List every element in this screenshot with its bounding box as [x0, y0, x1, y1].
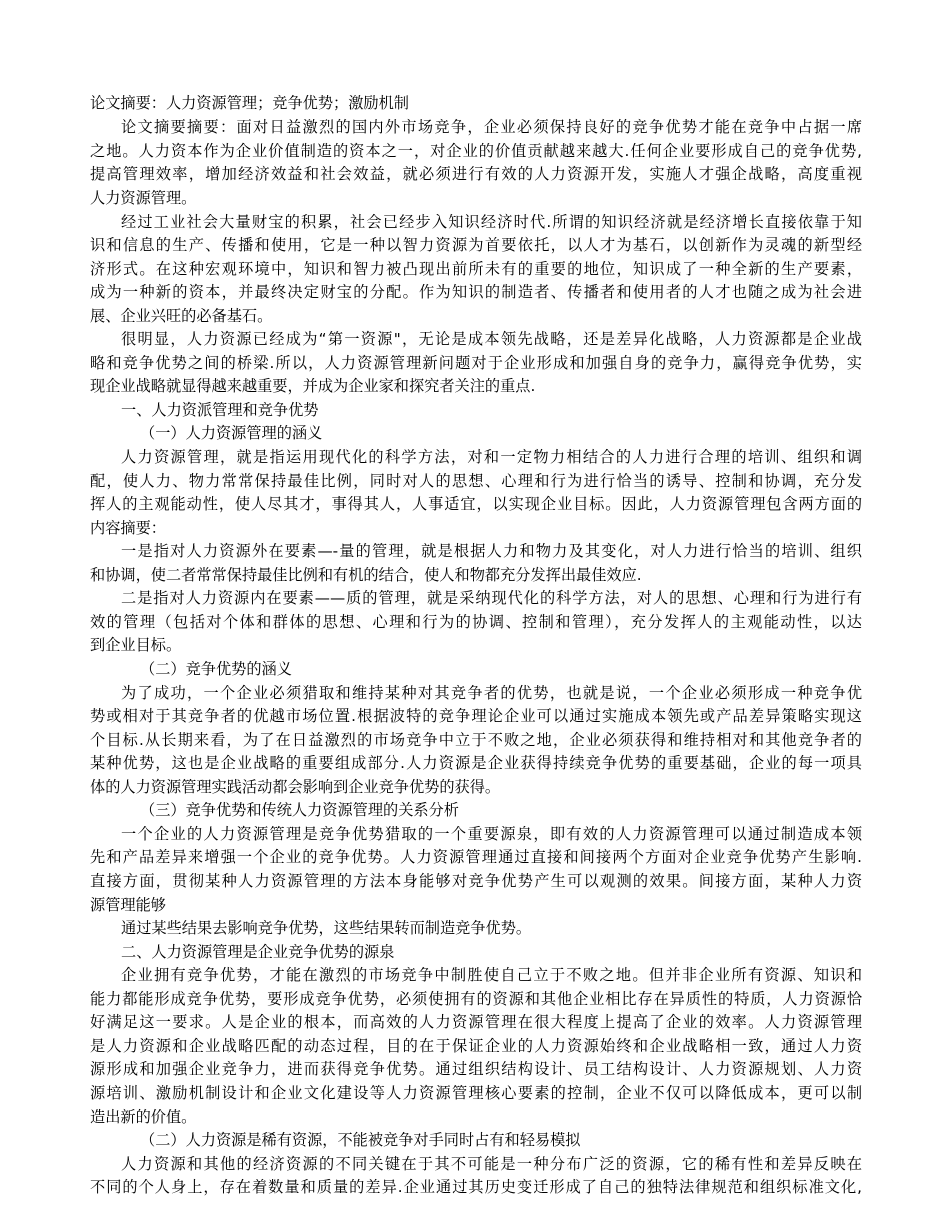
paragraph-line: 之地。人力资本作为企业价值制造的资本之一，对企业的价值贡献越来越大.任何企业要形成自己的竞争优势,	[90, 142, 862, 160]
paragraph-line: 体的人力资源管理实践活动都会影响到企业竞争优势的获得。	[90, 778, 501, 796]
paragraph-line: 通过某些结果去影响竞争优势，这些结果转而制造竞争优势。	[121, 919, 532, 937]
paragraph-line: 源形成和加强企业竞争力，进而获得竞争优势。通过组织结构设计、员工结构设计、人力资源规划、人力资	[90, 1060, 862, 1078]
paragraph-line: 成为一种新的资本，并最终决定财宝的分配。作为知识的制造者、传播者和使用者的人才也随之成为社会进	[90, 283, 862, 301]
paragraph-line: 现企业战略就显得越来越重要，并成为企业家和探究者关注的重点.	[90, 377, 536, 395]
paragraph-line: 个目标.从长期来看，为了在日益激烈的市场竞争中立于不败之地，企业必须获得和维持相对和其他竞争者的	[90, 731, 862, 749]
paragraph-line: 二是指对人力资源内在要素——质的管理，就是采纳现代化的科学方法，对人的思想、心理和行为进行有	[121, 589, 862, 607]
paragraph-line: 效的管理（包括对个体和群体的思想、心理和行为的协调、控制和管理），充分发挥人的主观能动性，以达	[90, 613, 862, 631]
paragraph-line: 好满足这一要求。人是企业的根本，而高效的人力资源管理在很大程度上提高了企业的效率。人力资源管理	[90, 1013, 862, 1031]
paragraph-line: 源管理能够	[90, 896, 166, 914]
paragraph-line: 能力都能形成竞争优势，要形成竞争优势，必须使拥有的资源和其他企业相比存在异质性的特质，人力资源恰	[90, 990, 862, 1008]
paragraph-line: 人力资源和其他的经济资源的不同关键在于其不可能是一种分布广泛的资源，它的稀有性和差异反映在	[121, 1155, 862, 1173]
paragraph-line: 是人力资源和企业战略匹配的动态过程，目的在于保证企业的人力资源始终和企业战略相一致，通过人力资	[90, 1037, 862, 1055]
paragraph-line: 略和竞争优势之间的桥梁.所以，人力资源管理新问题对于企业形成和加强自身的竞争力，赢得竞争优势，实	[90, 354, 862, 372]
paragraph-line: 不同的个人身上，存在着数量和质量的差异.企业通过其历史变迁形成了自己的独特法律规范和组织标准文化,	[90, 1178, 862, 1196]
paragraph-line: 企业拥有竞争优势，才能在激烈的市场竞争中制胜使自己立于不败之地。但并非企业所有资源、知识和	[121, 966, 862, 984]
paragraph-line: 势或相对于其竞争者的优越市场位置.根据波特的竞争理论企业可以通过实施成本领先或产品差异策略实现这	[90, 707, 862, 725]
paragraph-line: 造出新的价值。	[90, 1108, 197, 1126]
paragraph-line: 挥人的主观能动性，使人尽其才，事得其人，人事适宜，以实现企业目标。因此，人力资源管理包含两方面的	[90, 495, 862, 513]
paragraph-line: 论文摘要摘要：面对日益激烈的国内外市场竞争，企业必须保持良好的竞争优势才能在竞争中占据一席	[121, 118, 862, 136]
subsection-heading: （三）竞争优势和传统人力资源管理的关系分析	[140, 801, 459, 819]
paragraph-line: 直接方面，贯彻某种人力资源管理的方法本身能够对竞争优势产生可以观测的效果。间接方面，某种人力资	[90, 872, 862, 890]
section-heading: 二、人力资源管理是企业竞争优势的源泉	[121, 943, 395, 961]
paragraph-line: 先和产品差异来增强一个企业的竞争优势。人力资源管理通过直接和间接两个方面对企业竞争优势产生影响.	[90, 848, 862, 866]
paragraph-line: 和协调，使二者常常保持最佳比例和有机的结合，使人和物都充分发挥出最佳效应.	[90, 566, 642, 584]
paragraph-line: 到企业目标。	[90, 636, 182, 654]
paragraph-line: 源培训、激励机制设计和企业文化建设等人力资源管理核心要素的控制，企业不仅可以降低成本，更可以制	[90, 1084, 862, 1102]
paragraph-line: 某种优势，这也是企业战略的重要组成部分.人力资源是企业获得持续竞争优势的重要基础，企业的每一项具	[90, 754, 862, 772]
paragraph-line: 提高管理效率，增加经济效益和社会效益，就必须进行有效的人力资源开发，实施人才强企战略，高度重视	[90, 165, 862, 183]
paragraph-line: 人力资源管理。	[90, 189, 197, 207]
paragraph-line: 济形式。在这种宏观环境中，知识和智力被凸现出前所未有的重要的地位，知识成了一种全新的生产要素，	[90, 260, 862, 278]
subsection-heading: （二）竞争优势的涵义	[140, 660, 292, 678]
paragraph-line: 一是指对人力资源外在要素—-量的管理，就是根据人力和物力及其变化，对人力进行恰当的培训、组织	[121, 542, 862, 560]
paragraph-line: 一个企业的人力资源管理是竞争优势猎取的一个重要源泉，即有效的人力资源管理可以通过制造成本领	[121, 825, 862, 843]
paragraph-line: 很明显，人力资源已经成为“第一资源"，无论是成本领先战略，还是差异化战略，人力资源都是企业战	[121, 330, 862, 348]
section-heading: 一、人力资派管理和竞争优势	[121, 401, 319, 419]
paragraph-line: 配，使人力、物力常常保持最佳比例，同时对人的思想、心理和行为进行恰当的诱导、控制和协调，充分发	[90, 472, 862, 490]
paragraph-line: 经过工业社会大量财宝的积累，社会已经步入知识经济时代.所谓的知识经济就是经济增长直接依靠于知	[121, 213, 862, 231]
paragraph-line: 识和信息的生产、传播和使用，它是一种以智力资源为首要依托，以人才为基石，以创新作为灵魂的新型经	[90, 236, 862, 254]
subsection-heading: （二）人力资源是稀有资源，不能被竞争对手同时占有和轻易模拟	[140, 1131, 581, 1149]
paragraph-line: 展、企业兴旺的必备基石。	[90, 307, 273, 325]
paragraph-line: 为了成功，一个企业必须猎取和维持某种对其竞争者的优势，也就是说，一个企业必须形成一种竞争优	[121, 684, 862, 702]
paragraph-line: 人力资源管理，就是指运用现代化的科学方法，对和一定物力相结合的人力进行合理的培训、组织和调	[121, 448, 862, 466]
paragraph-line: 内容摘要：	[90, 519, 166, 537]
subsection-heading: （一）人力资源管理的涵义	[140, 424, 323, 442]
keywords-line: 论文摘要：人力资源管理；竞争优势；激励机制	[90, 94, 409, 112]
